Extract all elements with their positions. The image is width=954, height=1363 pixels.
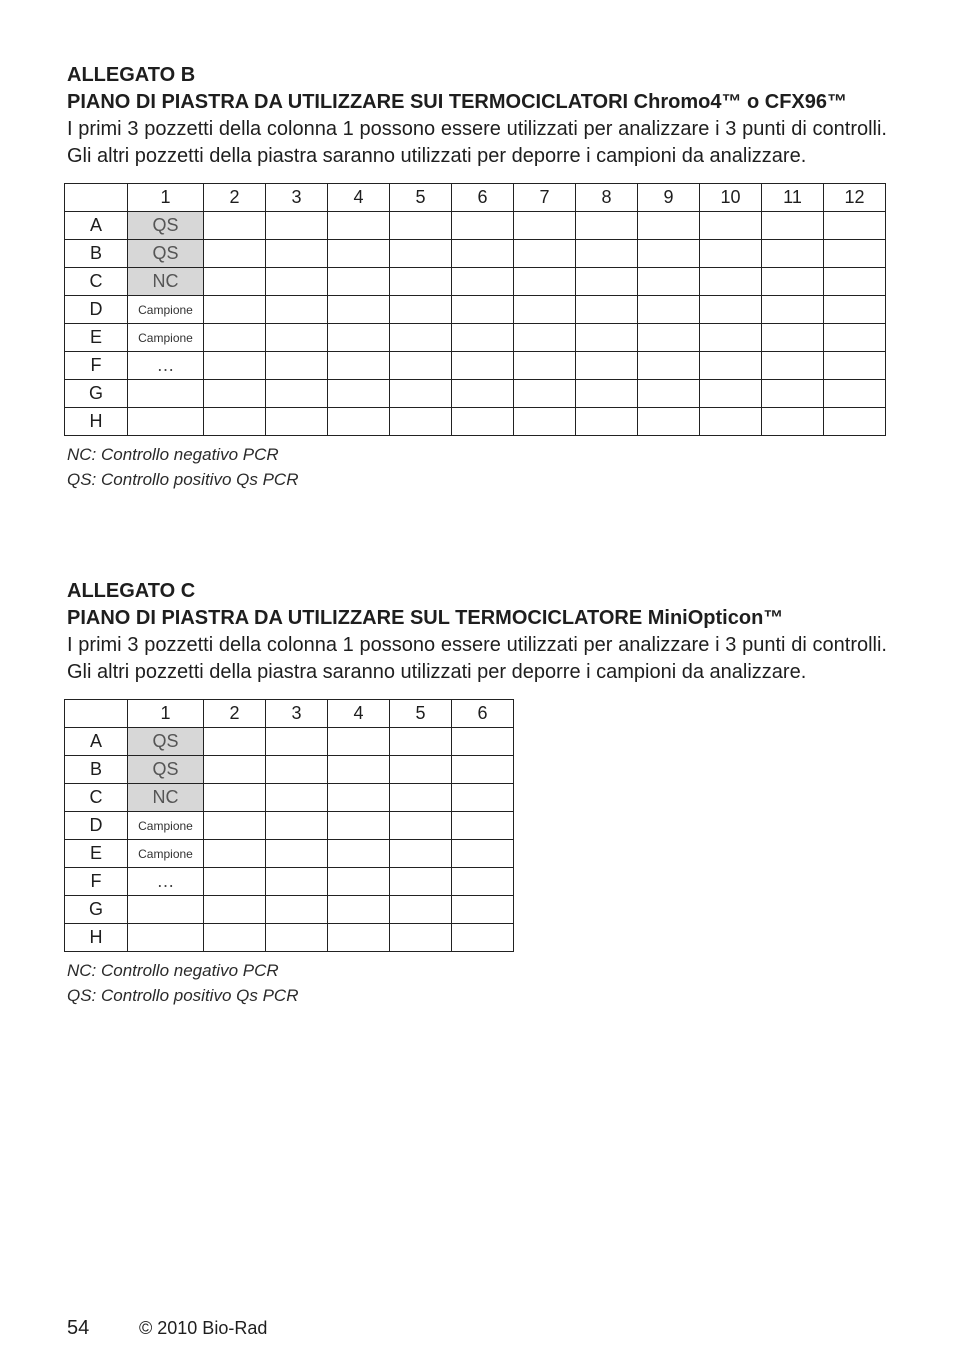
plate-well [700, 352, 762, 380]
plate-well [700, 268, 762, 296]
plate-well [700, 380, 762, 408]
plate-well [824, 352, 886, 380]
annex-b-title: ALLEGATO B [67, 64, 196, 86]
plate-well [266, 352, 328, 380]
plate-well [514, 380, 576, 408]
plate-well [514, 324, 576, 352]
plate-well [204, 896, 266, 924]
plate-row [65, 296, 886, 324]
plate-well [514, 352, 576, 380]
plate-well [452, 240, 514, 268]
plate-well [638, 240, 700, 268]
plate-well-col1: NC [128, 268, 204, 296]
plate-well [266, 212, 328, 240]
plate-well-col1: QS [128, 212, 204, 240]
plate-row-label: G [65, 896, 128, 924]
plate-row [65, 728, 514, 756]
plate-well [328, 784, 390, 812]
plate-well [328, 352, 390, 380]
plate-column-header: 2 [204, 184, 266, 212]
plate-well [824, 380, 886, 408]
plate-row-label: H [65, 408, 128, 436]
plate-column-header: 10 [700, 184, 762, 212]
plate-well [390, 296, 452, 324]
plate-well [762, 240, 824, 268]
annex-c-intro: I primi 3 pozzetti della colonna 1 possono essere utilizzati per analizzare i 3 punti di controlli. Gli altri pozzetti della piastra saranno utilizzati per deporre i campioni da analizzare. [67, 634, 887, 683]
plate-well-col1: Campione [128, 840, 204, 868]
annex-b-subtitle: PIANO DI PIASTRA DA UTILIZZARE SUI TERMOCICLATORI Chromo4™ o CFX96™ [67, 91, 848, 113]
plate-well [390, 324, 452, 352]
plate-well [204, 352, 266, 380]
plate-row [65, 896, 514, 924]
plate-well [452, 924, 514, 952]
plate-well [452, 324, 514, 352]
plate-well [390, 812, 452, 840]
plate-well [824, 212, 886, 240]
plate-well-col1: … [128, 868, 204, 896]
plate-row [65, 784, 514, 812]
plate-well [452, 756, 514, 784]
plate-well [328, 268, 390, 296]
plate-column-header: 5 [390, 184, 452, 212]
plate-well [266, 728, 328, 756]
plate-well [452, 212, 514, 240]
annex-b-section [67, 62, 887, 492]
plate-well [328, 380, 390, 408]
plate-column-header: 6 [452, 700, 514, 728]
plate-well [328, 924, 390, 952]
plate-row-label: C [65, 784, 128, 812]
plate-well [452, 380, 514, 408]
plate-well [390, 352, 452, 380]
plate-well [390, 240, 452, 268]
plate-well [204, 268, 266, 296]
plate-well [824, 240, 886, 268]
annex-b-notes [67, 442, 887, 492]
plate-well [576, 296, 638, 324]
plate-well [390, 408, 452, 436]
plate-well [824, 408, 886, 436]
plate-well [700, 324, 762, 352]
plate-well [328, 896, 390, 924]
plate-row-label: B [65, 756, 128, 784]
plate-well [452, 868, 514, 896]
copyright: © 2010 Bio-Rad [139, 1318, 268, 1338]
plate-well [204, 324, 266, 352]
plate-well [328, 868, 390, 896]
plate-well [576, 268, 638, 296]
plate-well [328, 728, 390, 756]
annex-b-plate-table [64, 183, 886, 436]
plate-well [762, 380, 824, 408]
plate-well [452, 840, 514, 868]
plate-well [452, 408, 514, 436]
plate-row-label: D [65, 812, 128, 840]
plate-well [204, 240, 266, 268]
plate-row [65, 408, 886, 436]
plate-row [65, 924, 514, 952]
plate-well [576, 240, 638, 268]
plate-well [204, 728, 266, 756]
plate-column-header: 5 [390, 700, 452, 728]
plate-well-col1: Campione [128, 296, 204, 324]
plate-well-col1: QS [128, 728, 204, 756]
plate-well [266, 380, 328, 408]
plate-well [204, 784, 266, 812]
plate-well-col1 [128, 380, 204, 408]
plate-well-col1: NC [128, 784, 204, 812]
annex-c-subtitle: PIANO DI PIASTRA DA UTILIZZARE SUL TERMOCICLATORE MiniOpticon™ [67, 607, 784, 629]
annex-c-section [67, 578, 887, 1008]
plate-well-col1 [128, 924, 204, 952]
page-footer [67, 1317, 267, 1340]
plate-well [514, 408, 576, 436]
plate-row-label: H [65, 924, 128, 952]
plate-well [824, 324, 886, 352]
plate-well-col1 [128, 408, 204, 436]
plate-well [390, 380, 452, 408]
plate-well [204, 380, 266, 408]
plate-well [266, 324, 328, 352]
annex-c-title: ALLEGATO C [67, 580, 196, 602]
plate-well [452, 784, 514, 812]
plate-column-header: 6 [452, 184, 514, 212]
plate-well-col1: Campione [128, 812, 204, 840]
plate-well [638, 380, 700, 408]
plate-well [576, 212, 638, 240]
plate-corner-cell [65, 184, 128, 212]
plate-row [65, 240, 886, 268]
plate-well [576, 380, 638, 408]
plate-well [452, 352, 514, 380]
plate-well [390, 924, 452, 952]
plate-column-header: 7 [514, 184, 576, 212]
plate-well-col1: QS [128, 240, 204, 268]
plate-well [514, 240, 576, 268]
plate-well [328, 840, 390, 868]
plate-column-header: 2 [204, 700, 266, 728]
plate-well [266, 268, 328, 296]
plate-well [700, 408, 762, 436]
plate-row [65, 352, 886, 380]
plate-well [204, 408, 266, 436]
plate-column-header: 8 [576, 184, 638, 212]
plate-well [452, 268, 514, 296]
plate-row-label: E [65, 324, 128, 352]
plate-well [266, 408, 328, 436]
plate-well [452, 728, 514, 756]
plate-well [266, 240, 328, 268]
annex-b-note-qs: QS: Controllo positivo Qs PCR [67, 470, 299, 489]
plate-header-row [65, 700, 514, 728]
plate-well [576, 352, 638, 380]
plate-well [762, 268, 824, 296]
plate-well [638, 212, 700, 240]
plate-well [328, 408, 390, 436]
plate-well [762, 408, 824, 436]
plate-well [452, 896, 514, 924]
plate-well [390, 756, 452, 784]
plate-well [328, 324, 390, 352]
plate-well [824, 296, 886, 324]
plate-well [328, 756, 390, 784]
plate-row-label: F [65, 352, 128, 380]
plate-row [65, 840, 514, 868]
plate-column-header: 3 [266, 700, 328, 728]
annex-c-plate-table [64, 699, 514, 952]
plate-corner-cell [65, 700, 128, 728]
plate-well [390, 728, 452, 756]
plate-well [204, 756, 266, 784]
plate-row-label: D [65, 296, 128, 324]
plate-well [638, 268, 700, 296]
plate-column-header: 4 [328, 700, 390, 728]
plate-well [514, 268, 576, 296]
plate-well [390, 868, 452, 896]
plate-well [266, 896, 328, 924]
plate-column-header: 1 [128, 184, 204, 212]
annex-c-note-qs: QS: Controllo positivo Qs PCR [67, 986, 299, 1005]
plate-well [328, 296, 390, 324]
plate-well [266, 784, 328, 812]
plate-well [266, 868, 328, 896]
annex-c-notes [67, 958, 887, 1008]
plate-well [762, 296, 824, 324]
plate-well [328, 212, 390, 240]
plate-well [824, 268, 886, 296]
plate-column-header: 4 [328, 184, 390, 212]
plate-well-col1 [128, 896, 204, 924]
plate-well [700, 240, 762, 268]
plate-row [65, 380, 886, 408]
plate-row-label: E [65, 840, 128, 868]
plate-well [638, 352, 700, 380]
plate-row [65, 868, 514, 896]
plate-column-header: 9 [638, 184, 700, 212]
plate-column-header: 1 [128, 700, 204, 728]
plate-well-col1: Campione [128, 324, 204, 352]
page-number: 54 [67, 1317, 90, 1339]
plate-well [638, 296, 700, 324]
plate-well [762, 324, 824, 352]
plate-well [390, 840, 452, 868]
annex-c-note-nc: NC: Controllo negativo PCR [67, 961, 279, 980]
plate-well [266, 840, 328, 868]
plate-well-col1: … [128, 352, 204, 380]
plate-column-header: 3 [266, 184, 328, 212]
plate-row-label: F [65, 868, 128, 896]
plate-well [266, 812, 328, 840]
plate-well-col1: QS [128, 756, 204, 784]
plate-well [700, 212, 762, 240]
plate-well [266, 756, 328, 784]
plate-well [700, 296, 762, 324]
annex-b-intro: I primi 3 pozzetti della colonna 1 possono essere utilizzati per analizzare i 3 punti di controlli. Gli altri pozzetti della piastra saranno utilizzati per deporre i campioni da analizzare. [67, 118, 887, 167]
plate-well [514, 212, 576, 240]
plate-column-header: 12 [824, 184, 886, 212]
plate-row-label: A [65, 728, 128, 756]
plate-row-label: C [65, 268, 128, 296]
plate-well [390, 212, 452, 240]
plate-column-header: 11 [762, 184, 824, 212]
plate-well [762, 352, 824, 380]
plate-row [65, 324, 886, 352]
plate-well [204, 924, 266, 952]
plate-well [204, 868, 266, 896]
plate-well [266, 296, 328, 324]
plate-well [204, 296, 266, 324]
plate-well [638, 324, 700, 352]
plate-row-label: B [65, 240, 128, 268]
plate-well [204, 840, 266, 868]
plate-row-label: A [65, 212, 128, 240]
plate-well [452, 296, 514, 324]
annex-b-note-nc: NC: Controllo negativo PCR [67, 445, 279, 464]
plate-well [514, 296, 576, 324]
plate-well [390, 896, 452, 924]
plate-row [65, 756, 514, 784]
plate-well [390, 268, 452, 296]
plate-row-label: G [65, 380, 128, 408]
plate-well [328, 240, 390, 268]
plate-well [204, 812, 266, 840]
plate-well [328, 812, 390, 840]
plate-well [638, 408, 700, 436]
plate-well [452, 812, 514, 840]
plate-row [65, 268, 886, 296]
plate-well [266, 924, 328, 952]
plate-well [576, 408, 638, 436]
plate-row [65, 812, 514, 840]
plate-well [204, 212, 266, 240]
plate-well [576, 324, 638, 352]
plate-row [65, 212, 886, 240]
plate-header-row [65, 184, 886, 212]
plate-well [390, 784, 452, 812]
plate-well [762, 212, 824, 240]
